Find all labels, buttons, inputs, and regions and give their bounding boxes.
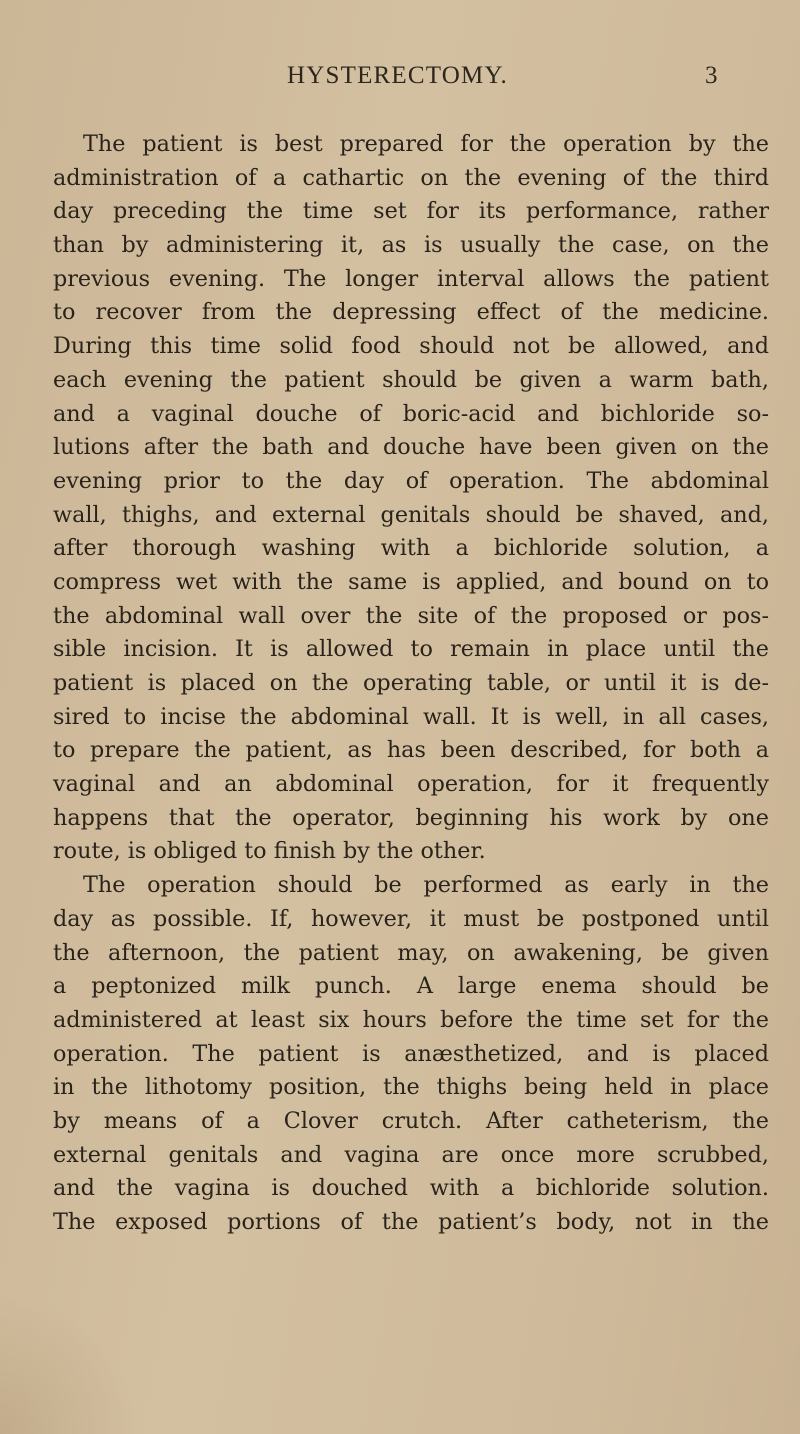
text-line: administration of a cathartic on the evening of the third — [53, 164, 769, 191]
text-line: The patient is best prepared for the operation by the — [83, 131, 769, 157]
paper-stain — [0, 1294, 140, 1434]
text-line: to recover from the depressing effect of the medicine. — [53, 299, 769, 326]
running-head-title: HYSTERECTOMY. — [287, 62, 508, 89]
text-line: wall, thighs, and external genitals should be shaved, and, — [53, 501, 769, 528]
text-line: each evening the patient should be given a warm bath, — [53, 366, 769, 393]
text-line: lutions after the bath and douche have been given on the — [53, 434, 769, 461]
text-line: sired to incise the abdominal wall. It is well, in all cases, — [53, 703, 769, 730]
text-line: by means of a Clover crutch. After catheterism, the — [53, 1107, 769, 1134]
body-text — [53, 128, 769, 1240]
text-line: day as possible. If, however, it must be postponed until — [53, 905, 769, 932]
text-line: The operation should be performed as early in the — [83, 872, 769, 899]
text-line: vaginal and an abdominal operation, for it frequently — [53, 771, 769, 798]
text-line: in the lithotomy position, the thighs being held in place — [53, 1074, 769, 1101]
text-line: after thorough washing with a bichloride solution, a — [53, 535, 769, 562]
text-line: to prepare the patient, as has been described, for both a — [53, 737, 769, 764]
text-line: During this time solid food should not be allowed, and — [53, 333, 769, 360]
text-line: compress wet with the same is applied, and bound on to — [53, 568, 769, 595]
text-line: and a vaginal douche of boric-acid and bichloride so- — [53, 400, 769, 427]
text-line: route, is obliged to finish by the other. — [53, 838, 486, 865]
text-line: day preceding the time set for its performance, rather — [53, 198, 769, 225]
text-line: a peptonized milk punch. A large enema should be — [53, 973, 769, 1000]
text-line: evening prior to the day of operation. The abdominal — [53, 467, 769, 494]
text-line: the abdominal wall over the site of the proposed or pos- — [53, 602, 769, 629]
text-line: operation. The patient is anæsthetized, and is placed — [53, 1040, 769, 1067]
text-line: patient is placed on the operating table, or until it is de- — [53, 670, 769, 696]
text-line: sible incision. It is allowed to remain in place until the — [53, 636, 769, 663]
text-line: administered at least six hours before the time set for the — [53, 1006, 769, 1033]
running-head — [0, 62, 800, 102]
text-line: external genitals and vagina are once more scrubbed, — [53, 1141, 769, 1168]
text-line: The exposed portions of the patient’s body, not in the — [53, 1209, 769, 1235]
text-line: the afternoon, the patient may, on awakening, be given — [53, 939, 769, 966]
page-number: 3 — [705, 62, 718, 89]
text-line: than by administering it, as is usually the case, on the — [53, 232, 769, 259]
text-line: happens that the operator, beginning his work by one — [53, 804, 769, 831]
text-line: and the vagina is douched with a bichloride solution. — [53, 1175, 769, 1202]
text-line: previous evening. The longer interval allows the patient — [53, 265, 769, 292]
